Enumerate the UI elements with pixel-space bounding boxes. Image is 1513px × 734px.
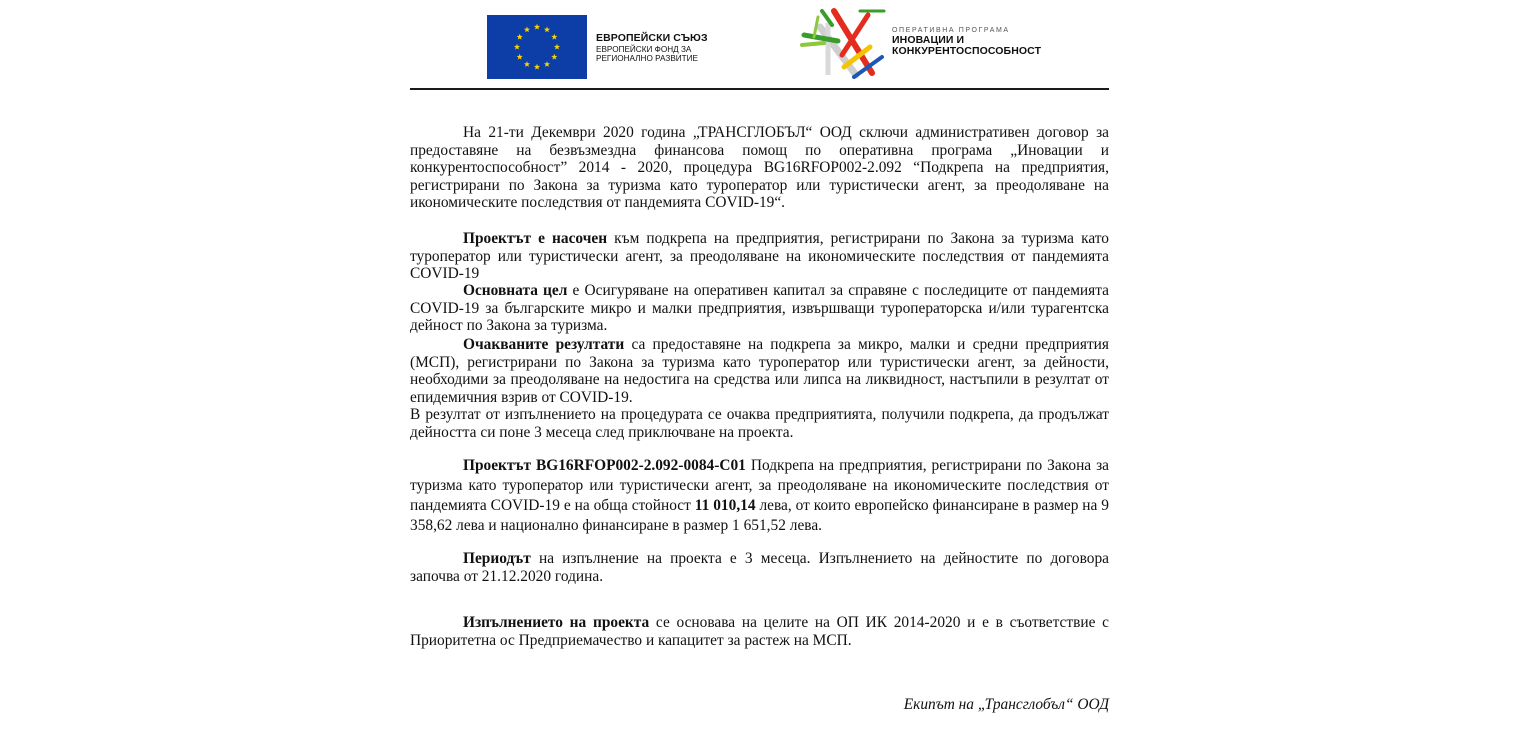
logo-blue-stroke <box>854 57 882 77</box>
eu-logo-text <box>596 33 708 63</box>
operational-program-text <box>892 27 1041 58</box>
paragraph-project-value-amount: 11 010,14 <box>694 497 756 514</box>
paragraph-project-aim-text: към подкрепа на предприятия, регистрирани по Закона за туризма като туроператор или туристически агент, за преодоляване на икономическите последствия от пандемията COVID-19 <box>410 230 1109 282</box>
paragraph-implementation-text: се основава на целите на ОП ИК 2014-2020 и е в съответствие с Приоритетна ос Предприемачество и капацитет за растеж на МСП. <box>410 614 1109 649</box>
paragraph-project-aim <box>410 230 1109 283</box>
operational-program-logo <box>798 7 886 79</box>
paragraph-procedure-result <box>410 406 1109 441</box>
eu-flag-logo <box>487 15 587 79</box>
logo-green-stroke-1 <box>804 35 838 41</box>
logo-green-stroke-3 <box>822 11 832 25</box>
logo-green-stroke-2 <box>802 43 824 45</box>
paragraph-procedure-result-text: В резултат от изпълнението на процедурата се очаква предприятията, получили подкрепа, да продължат дейността си поне 3 месеца след приключване на проекта. <box>410 406 1109 441</box>
eu-logo-line-3: РЕГИОНАЛНО РАЗВИТИЕ <box>596 53 699 63</box>
paragraph-expected-results-text: са предоставяне на подкрепа за микро, малки и средни предприятия (МСП), регистрирани по Закона за туризма като туроператор или туристически агент, за дейности, необходими за преодоляване на недостига на средства или липса на ликвидност, настъпили в резултат от епидемичния взрив от COVID-19. <box>410 336 1109 406</box>
paragraph-project-aim-heading: Проектът е насочен <box>463 230 608 247</box>
paragraph-main-goal-text: е Осигуряване на оперативен капитал за справяне с последиците от пандемията COVID-19 за българските микро и малки предприятия, извършващи туроператорска и/или турагентска дейност по Закона за туризма. <box>410 282 1109 334</box>
logo-green-stroke-4 <box>814 17 818 37</box>
paragraph-project-value-text-a: Подкрепа на предприятия, регистрирани по Закона за туризма като туроператор или туристически агент, за преодоляване на икономическите последствия от пандемията COVID-19 е на обща стойност <box>410 457 1110 514</box>
op-logo-line-2: ИНОВАЦИИ И <box>892 33 965 46</box>
signature: Екипът на „Трансглобъл“ ООД <box>903 696 1109 713</box>
paragraph-contract <box>410 124 1109 212</box>
paragraph-period-text: на изпълнение на проекта е 3 месеца. Изпълнението на дейностите по договора започва от 21.12.2020 година. <box>410 550 1109 585</box>
eu-logo-line-1: ЕВРОПЕЙСКИ СЪЮЗ <box>596 32 708 44</box>
paragraph-period <box>410 550 1109 585</box>
paragraph-period-heading: Периодът <box>463 550 531 567</box>
paragraph-project-value <box>410 456 1109 536</box>
op-logo-line-1: ОПЕРАТИВНА ПРОГРАМА <box>892 27 1010 34</box>
paragraph-main-goal <box>410 282 1109 335</box>
paragraph-contract-text: На 21-ти Декември 2020 година „ТРАНСГЛОБЪЛ“ ООД сключи административен договор за предоставяне на безвъзмездна финансова помощ по оперативна програма „Иновации и конкурентоспособност” 2014 - 2020, процедура BG16RFOP002-2.092 “Подкрепа на предприятия, регистрирани по Закона за туризма като туроператор или туристически агент, за преодоляване на икономическите последствия от пандемията COVID-19“. <box>410 124 1109 211</box>
paragraph-implementation-heading: Изпълнението на проекта <box>463 614 650 631</box>
document-header <box>410 0 1109 90</box>
document-page <box>410 0 1109 734</box>
paragraph-project-value-heading: Проектът BG16RFOP002-2.092-0084-C01 <box>463 457 746 474</box>
header-divider <box>410 88 1109 90</box>
eu-logo-line-2: ЕВРОПЕЙСКИ ФОНД ЗА <box>596 44 692 54</box>
paragraph-expected-results-heading: Очакваните резултати <box>463 336 625 353</box>
paragraph-main-goal-heading: Основната цел <box>463 282 568 299</box>
paragraph-expected-results <box>410 336 1109 406</box>
paragraph-project-value-text-b: лева, от които европейско финансиране в размер на 9 358,62 лева и национално финансиране в размер 1 651,52 лева. <box>410 497 1109 534</box>
op-logo-line-3: КОНКУРЕНТОСПОСОБНОСТ <box>892 45 1042 58</box>
paragraph-implementation <box>410 614 1109 649</box>
